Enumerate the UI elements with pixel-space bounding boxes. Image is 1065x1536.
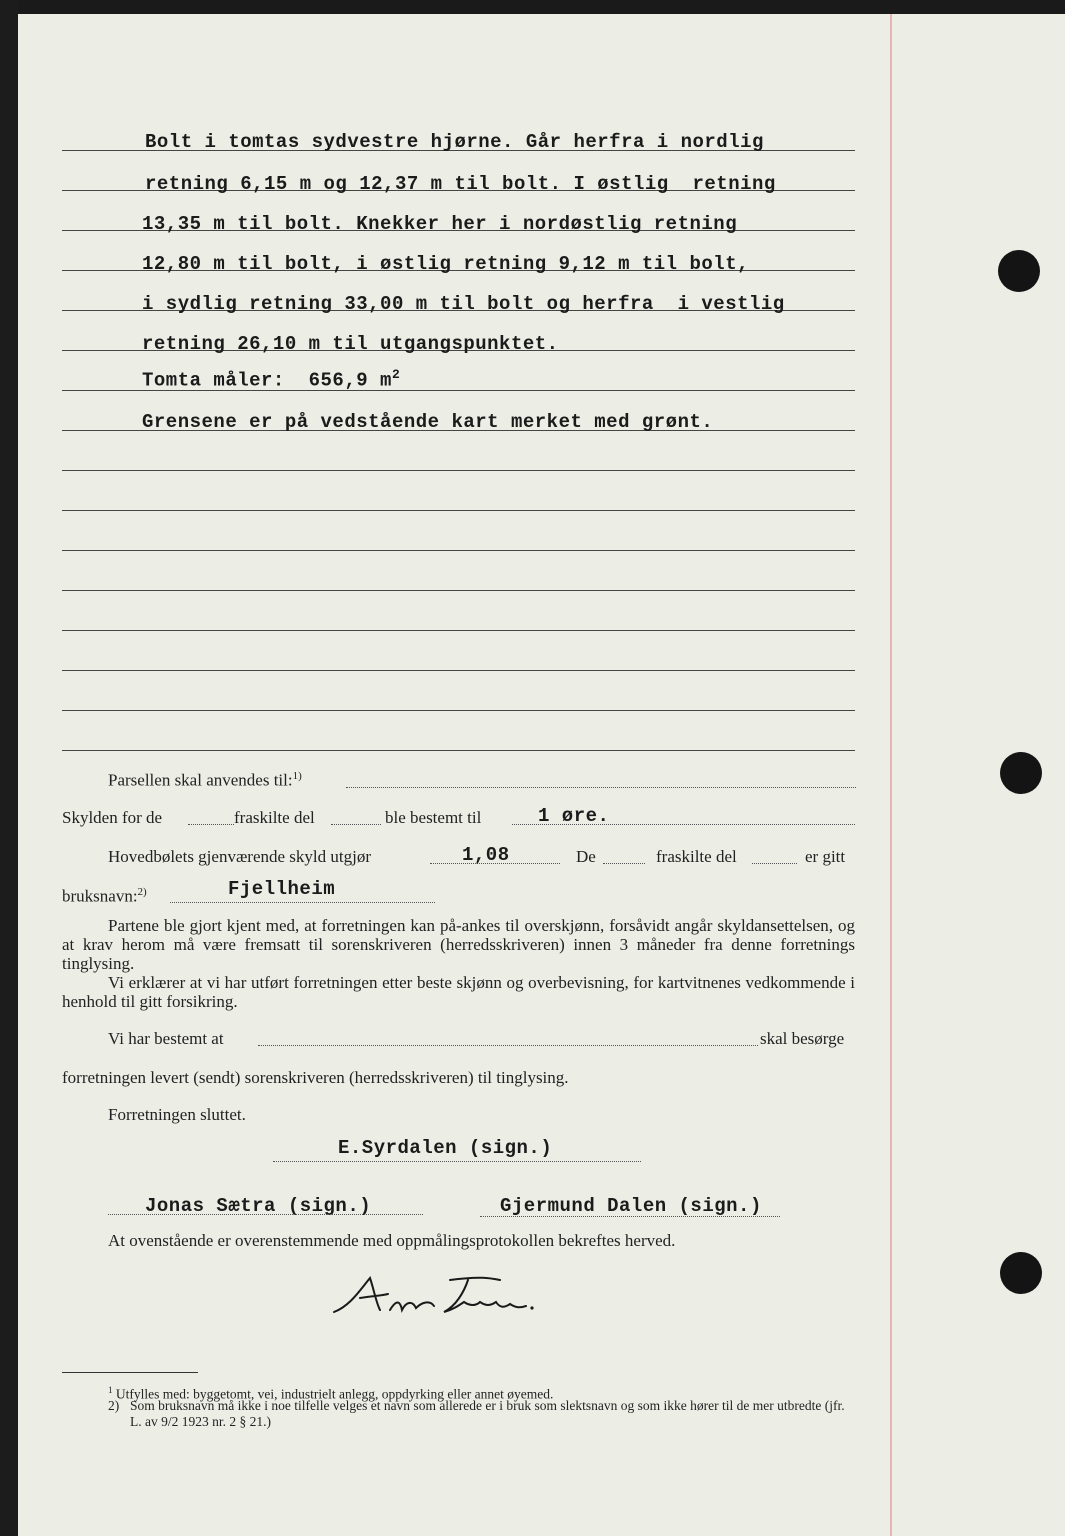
signature-line-1 (273, 1161, 641, 1162)
typed-line-3: 13,35 m til bolt. Knekker her i nordøstlig retning (142, 213, 738, 235)
vi-har-bestemt-blank (258, 1045, 758, 1046)
ble-bestemt-label: ble bestemt til (385, 808, 482, 827)
signature-syrdalen: E.Syrdalen (sign.) (338, 1137, 553, 1159)
hovedbol-label: Hovedbølets gjenværende skyld utgjør (108, 847, 371, 866)
er-gitt-label: er gitt (805, 847, 846, 866)
area-line (142, 367, 400, 391)
typed-line-8: Grensene er på vedstående kart merket med grønt. (142, 411, 714, 433)
binder-hole-2 (1000, 752, 1042, 794)
appeal-paragraph: Partene ble gjort kjent med, at forretningen kan på-ankes til overskjønn, forsåvidt angår skyldansettelsen, og at krav herom må være fremsatt til sorenskriveren (herredsskriveren) innen 3 måneder fra denne forretnings tinglysing. (62, 916, 855, 973)
fraskilte-blank (752, 863, 797, 864)
ruled-line (62, 750, 855, 751)
bruksnavn-value: Fjellheim (228, 878, 336, 900)
footnote-divider (62, 1372, 198, 1373)
skylden-blank-1 (188, 824, 234, 825)
confirmation-text: At ovenstående er overenstemmende med oppmålingsprotokollen bekreftes herved. (108, 1231, 676, 1250)
ruled-line (62, 710, 855, 711)
bruksnavn-blank (170, 902, 435, 903)
vi-har-bestemt-label: Vi har bestemt at (108, 1029, 224, 1048)
ruled-line (62, 590, 855, 591)
declaration-paragraph: Vi erklærer at vi har utført forretningen etter beste skjønn og overbevisning, for kartvitnenes vedkommende i henhold til gitt forsikring. (62, 973, 855, 1011)
binder-hole-3 (1000, 1252, 1042, 1294)
typed-line-2: retning 6,15 m og 12,37 m til bolt. I østlig retning (145, 173, 776, 195)
ruled-line (62, 670, 855, 671)
binder-hole-1 (998, 250, 1040, 292)
typed-line-5: i sydlig retning 33,00 m til bolt og herfra i vestlig (142, 293, 785, 315)
scan-border-top (0, 0, 1065, 14)
footnote-2: Som bruksnavn må ikke i noe tilfelle velges et navn som allerede er i bruk som slektsnavn og som ikke hører til de mer utbredte (jfr. L. av 9/2 1923 nr. 2 § 21.) (130, 1398, 845, 1429)
footnote-1: $^1$ Utfylles med: byggetomt, vei, industrielt anlegg, oppdyrking eller annet øyemed. (108, 1385, 554, 1402)
parsellen-label: Parsellen skal anvendes til:$^{1)}$ (108, 770, 302, 790)
fraskilte-del-label: fraskilte del (234, 808, 315, 827)
ruled-line (62, 550, 855, 551)
signature-saetra: Jonas Sætra (sign.) (145, 1195, 372, 1217)
ruled-line (62, 470, 855, 471)
de-blank (603, 863, 645, 864)
signature-line-2 (108, 1214, 423, 1215)
margin-line (890, 14, 892, 1536)
forretningen-sluttet-text: Forretningen sluttet. (108, 1105, 246, 1124)
de-label: De (576, 847, 596, 866)
ruled-line (62, 630, 855, 631)
typed-line-4: 12,80 m til bolt, i østlig retning 9,12 m til bolt, (142, 253, 749, 275)
footnote-ref-2: 2) (137, 886, 147, 898)
fraskilte-del-label-2: fraskilte del (656, 847, 737, 866)
footnote-ref-1: 1) (292, 770, 302, 782)
skylden-value: 1 øre. (538, 805, 610, 827)
hovedbol-value: 1,08 (462, 844, 510, 866)
forretningen-levert-text: forretningen levert (sendt) sorenskriveren (herredsskriveren) til tinglysing. (62, 1068, 569, 1087)
skal-besorge-label: skal besørge (760, 1029, 845, 1048)
parsellen-blank (346, 787, 856, 788)
area-label: Tomta måler: 656,9 m (142, 369, 392, 392)
handwritten-signature (330, 1272, 540, 1322)
skylden-blank-2 (331, 824, 381, 825)
skylden-label: Skylden for de (62, 808, 163, 827)
scan-border-left (0, 0, 18, 1536)
typed-line-6: retning 26,10 m til utgangspunktet. (142, 333, 559, 355)
signature-dalen: Gjermund Dalen (sign.) (500, 1195, 762, 1217)
bruksnavn-label: bruksnavn:$^{2)}$ (62, 886, 147, 906)
footnote-2-mark: 2) (108, 1398, 120, 1413)
signature-line-3 (480, 1216, 780, 1217)
ruled-line (62, 510, 855, 511)
area-unit-sup: 2 (391, 367, 401, 382)
typed-line-1: Bolt i tomtas sydvestre hjørne. Går herfra i nordlig (145, 131, 764, 153)
